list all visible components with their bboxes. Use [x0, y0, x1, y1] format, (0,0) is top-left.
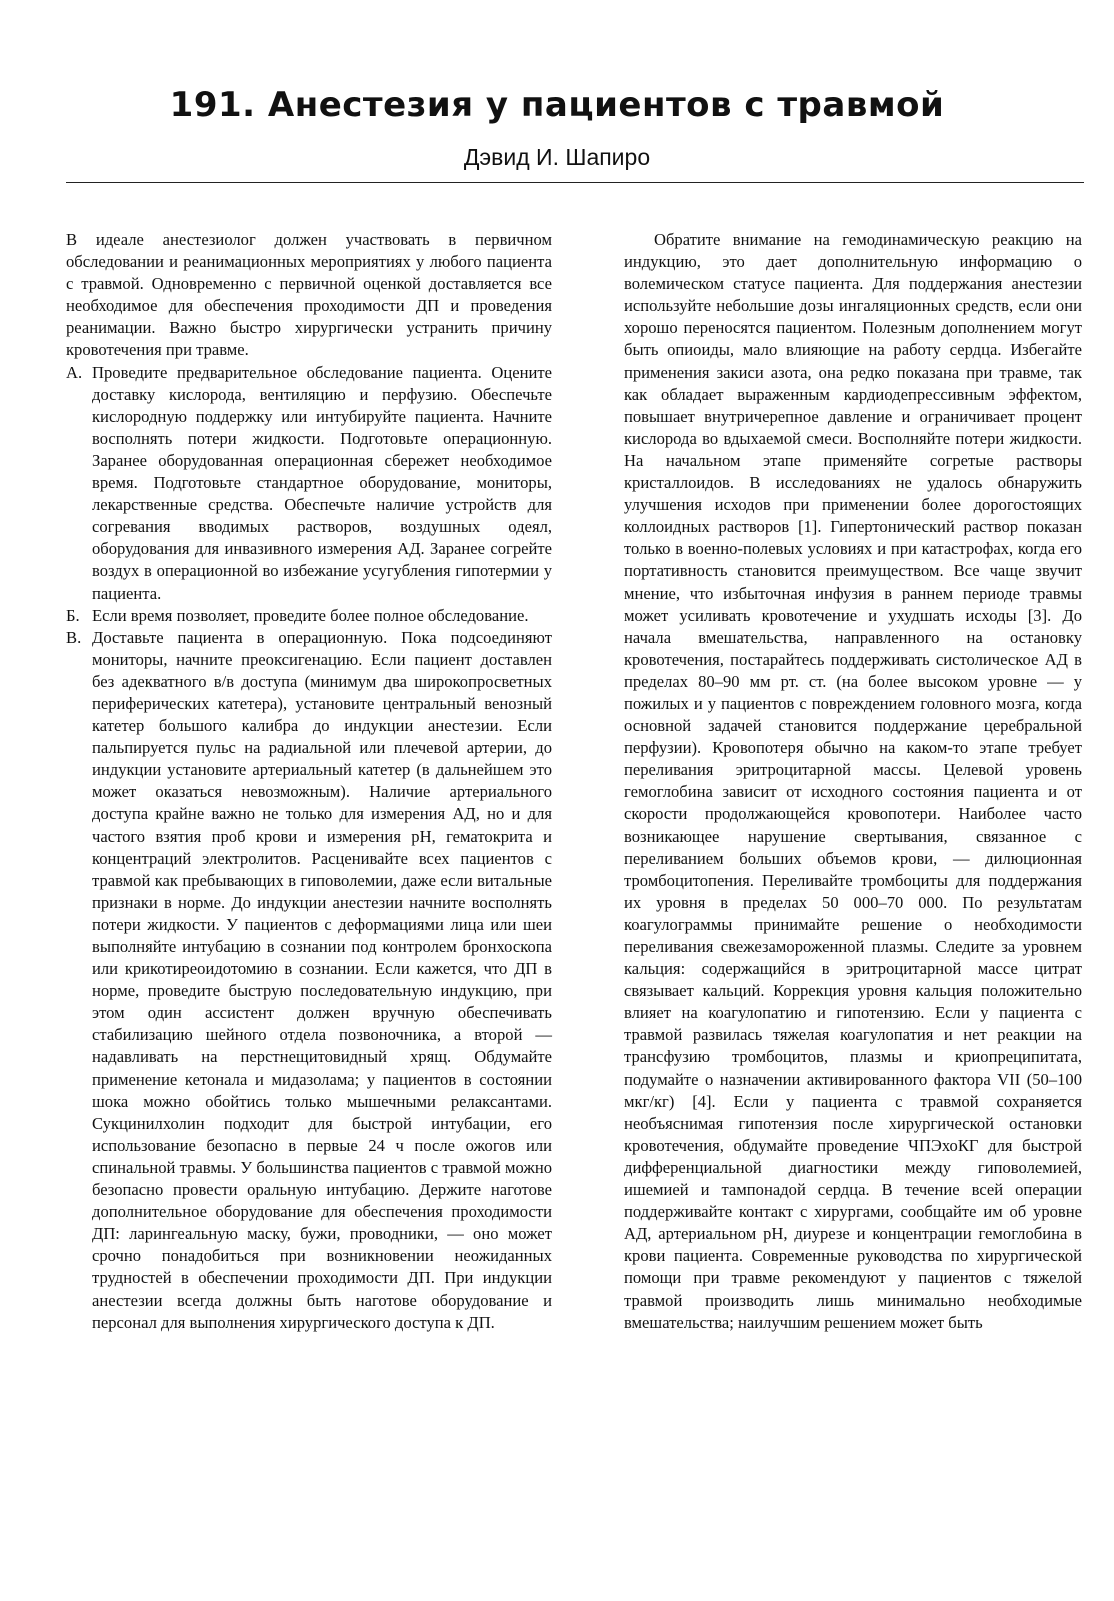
list-item-marker: Б. [66, 605, 80, 625]
author-name: Дэвид И. Шапиро [463, 144, 651, 170]
list-item-marker: В. [66, 627, 82, 647]
body-paragraph: Обратите внимание на гемодинамическую реакцию на индукцию, это дает дополнительную информацию о волемическом статусе пациента. Для поддержания анестезии используйте небольшие дозы ингаляционных средств, если они хорошо переносятся пациентом. Полезным дополнением могут быть опиоиды, мало влияющие на работу сердца. Избегайте применения закиси азота, она редко показана при травме, так как обладает выраженным кардиодепрессивным эффектом, повышает внутричерепное давление и ограничивает процент кислорода во вдыхаемой смеси. Восполняйте потери жидкости. На начальном этапе применяйте согретые растворы кристаллоидов. В исследованиях не удалось обнаружить улучшения исходов при применении более дорогостоящих коллоидных растворов [1]. Гипертонический раствор показан только в военно-полевых условиях и при катастрофах, когда его портативность становится преимуществом. Все чаще звучит мнение, что избыточная инфузия в раннем периоде травмы может усиливать кровотечение и ухудшать исходы [3]. До начала вмешательства, направленного на остановку кровотечения, постарайтесь поддерживать систолическое АД в пределах 80–90 мм рт. ст. (на более высоком уровне — у пожилых и у пациентов с повреждением головного мозга, когда основной задачей становится поддержание церебральной перфузии). Кровопотеря обычно на каком-то этапе требует переливания эритроцитарной массы. Целевой уровень гемоглобина зависит от исходного состояния пациента и от скорости продолжающейся кровопотери. Наиболее часто возникающее нарушение свертывания, связанное с переливанием больших объемов крови, — дилюционная тромбоцитопения. Переливайте тромбоциты для поддержания их уровня в пределах 50 000–70 000. По результатам коагулограммы принимайте решение о необходимости переливания свежезамороженной плазмы. Следите за уровнем кальция: содержащийся в эритроцитарной массе цитрат связывает кальций. Коррекция уровня кальция положительно влияет на коагулопатию и гипотензию. Если у пациента с травмой развилась тяжелая коагулопатия и нет реакции на трансфузию тромбоцитов, плазмы и криопреципитата, подумайте о назначении активированного фактора VII (50–100 мкг/кг) [4]. Если у пациента с травмой сохраняется необъяснимая гипотензия после хирургической остановки кровотечения, обдумайте проведение ЧПЭхоКГ для быстрой дифференциальной диагностики между гиповолемией, ишемией и тампонадой сердца. В течение всей операции поддерживайте контакт с хирургами, сообщайте им об уровне АД, артериальном pH, диурезе и концентрации гемоглобина в крови пациента. Современные руководства по хирургической помощи при травме рекомендуют у пациентов с тяжелой травмой производить лишь минимально необходимые вмешательства; наилучшим решением может быть [624, 230, 1082, 1332]
list-item-b [66, 605, 552, 627]
list-item-text: Доставьте пациента в операционную. Пока подсоединяют мониторы, начните преоксигенацию. Если пациент доставлен без адекватного в/в доступа (минимум два широкопросветных периферических катетера), установите центральный венозный катетер большого калибра до индукции анестезии. Если пальпируется пульс на радиальной или плечевой артерии, до индукции установите артериальный катетер (в дальнейшем это может оказаться невозможным). Наличие артериального доступа крайне важно не только для измерения АД, но и для частого взятия проб крови и измерения pH, гематокрита и концентраций электролитов. Расценивайте всех пациентов с травмой как пребывающих в гиповолемии, даже если витальные признаки в норме. До индукции анестезии начните восполнять потери жидкости. У пациентов с деформациями лица или шеи выполняйте интубацию в сознании под контролем бронхоскопа или крикотиреоидотомию в сознании. Если кажется, что ДП в норме, проведите быструю последовательную индукцию, при этом один ассистент должен вручную обеспечивать стабилизацию шейного отдела позвоночника, а второй — надавливать на перстнещитовидный хрящ. Обдумайте применение кетонала и мидазолама; у пациентов в состоянии шока можно обойтись только мышечными релаксантами. Сукцинилхолин подходит для быстрой интубации, его использование безопасно в первые 24 ч после ожогов или спинальной травмы. У большинства пациентов с травмой можно безопасно провести оральную интубацию. Держите наготове дополнительное оборудование для обеспечения проходимости ДП: ларингеальную маску, бужи, проводники, — оно может срочно понадобиться при возникновении неожиданных трудностей в обеспечении проходимости ДП. При индукции анестезии всегда должны быть наготове оборудование и персонал для выполнения хирургического доступа к ДП. [92, 627, 552, 1332]
list-item-text: Если время позволяет, проведите более полное обследование. [92, 605, 529, 625]
list-item-v [66, 627, 552, 1334]
intro-paragraph: В идеале анестезиолог должен участвовать в первичном обследовании и реанимационных мероприятиях у любого пациента с травмой. Одновременно с первичной оценкой доставляется все необходимое для обеспечения проходимости ДП и проведения реанимации. Важно быстро хирургически устранить причину кровотечения при травме. [66, 230, 552, 360]
page-title: 191. Анестезия у пациентов с травмой [169, 85, 945, 125]
header-divider [66, 182, 1084, 183]
list-item-marker: А. [66, 362, 83, 382]
left-column [66, 229, 552, 1334]
list-item-a [66, 362, 552, 605]
right-column [624, 229, 1082, 1334]
list-item-text: Проведите предварительное обследование пациента. Оцените доставку кислорода, вентиляцию и перфузию. Обеспечьте кислородную поддержку или интубируйте пациента. Начните восполнять потери жидкости. Подготовьте операционную. Заранее оборудованная операционная сбережет необходимое время. Подготовьте стандартное оборудование, мониторы, лекарственные средства. Обеспечьте наличие устройств для согревания вводимых растворов, воздушных одеял, оборудования для инвазивного измерения АД. Заранее согрейте воздух в операционной во избежание усугубления гипотермии у пациента. [92, 362, 552, 603]
